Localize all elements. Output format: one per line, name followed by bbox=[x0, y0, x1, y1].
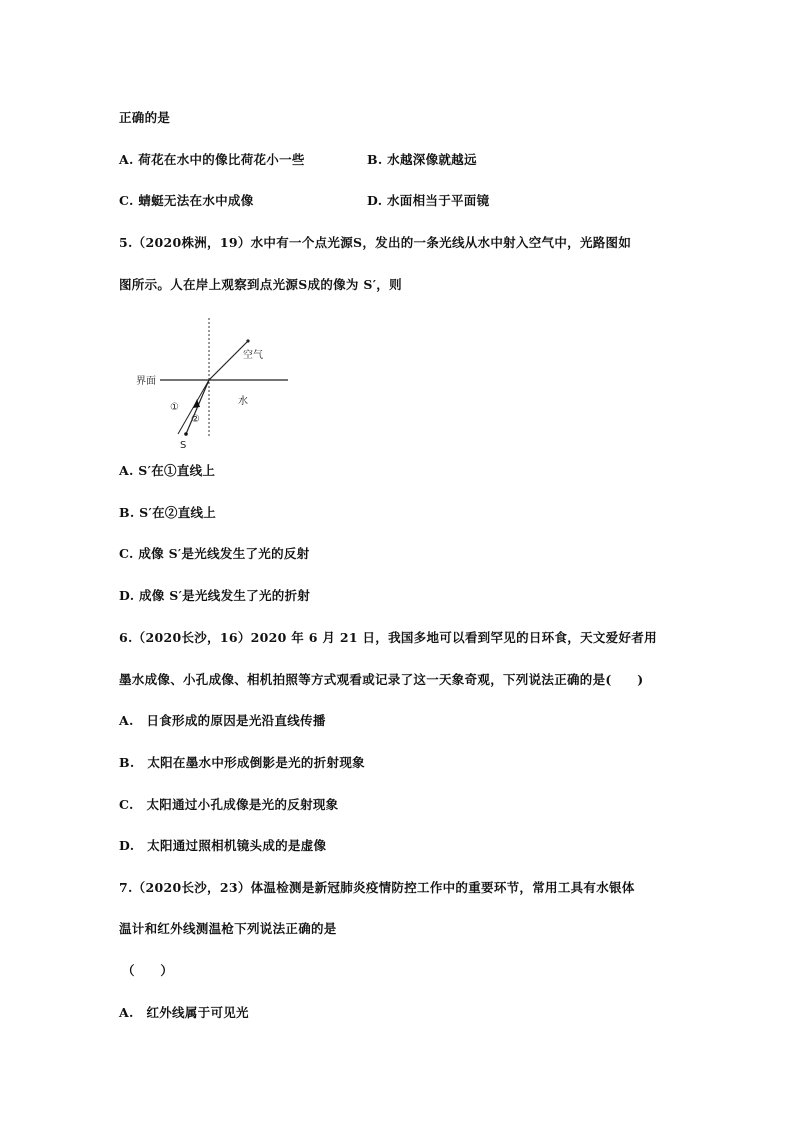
q5-option-a: A. S′在①直线上 bbox=[119, 463, 216, 478]
q6-option-a: A. 日食形成的原因是光沿直线传播 bbox=[119, 713, 326, 728]
label-line1: ① bbox=[170, 402, 179, 413]
q7-stem-line2: 温计和红外线测温枪下列说法正确的是 bbox=[119, 921, 337, 936]
q5-stem-line2: 图所示。人在岸上观察到点光源S成的像为 S′，则 bbox=[119, 277, 402, 292]
q6-option-b: B. 太阳在墨水中形成倒影是光的折射现象 bbox=[119, 755, 365, 770]
q4-option-a: A. 荷花在水中的像比荷花小一些 bbox=[119, 152, 305, 167]
point-source-s bbox=[184, 432, 188, 436]
q5-option-d: D. 成像 S′是光线发生了光的折射 bbox=[119, 588, 311, 603]
refracted-ray-end bbox=[246, 339, 249, 342]
q7-answer-paren: （ ） bbox=[122, 963, 174, 978]
q4-option-b: B. 水越深像就越远 bbox=[367, 152, 477, 167]
q4-stem-tail: 正确的是 bbox=[119, 110, 171, 125]
q6-option-d: D. 太阳通过照相机镜头成的是虚像 bbox=[119, 838, 327, 853]
q6-option-c: C. 太阳通过小孔成像是光的反射现象 bbox=[119, 797, 339, 812]
q6-stem-line1: 6.（2020长沙，16）2020 年 6 月 21 日，我国多地可以看到罕见的日环食，天文爱好者用 bbox=[119, 630, 657, 645]
q5-option-b: B. S′在②直线上 bbox=[119, 505, 217, 520]
label-water: 水 bbox=[238, 396, 248, 407]
light-path-diagram bbox=[130, 310, 300, 450]
label-air: 空气 bbox=[243, 350, 263, 361]
q7-stem-line1: 7.（2020长沙，23）体温检测是新冠肺炎疫情防控工作中的重要环节，常用工具有水银体 bbox=[119, 880, 635, 895]
label-source: S bbox=[180, 440, 187, 450]
q5-option-c: C. 成像 S′是光线发生了光的反射 bbox=[119, 546, 310, 561]
label-line2: ② bbox=[191, 414, 200, 425]
q6-stem-line2: 墨水成像、小孔成像、相机拍照等方式观看或记录了这一天象奇观，下列说法正确的是( ) bbox=[119, 672, 644, 687]
q5-stem-line1: 5.（2020株洲，19）水中有一个点光源S，发出的一条光线从水中射入空气中，光路图如 bbox=[119, 235, 632, 250]
q7-option-a: A. 红外线属于可见光 bbox=[119, 1005, 249, 1020]
label-interface: 界面 bbox=[136, 376, 156, 387]
q4-option-c: C. 蜻蜓无法在水中成像 bbox=[119, 193, 254, 208]
q4-option-d: D. 水面相当于平面镜 bbox=[367, 193, 490, 208]
